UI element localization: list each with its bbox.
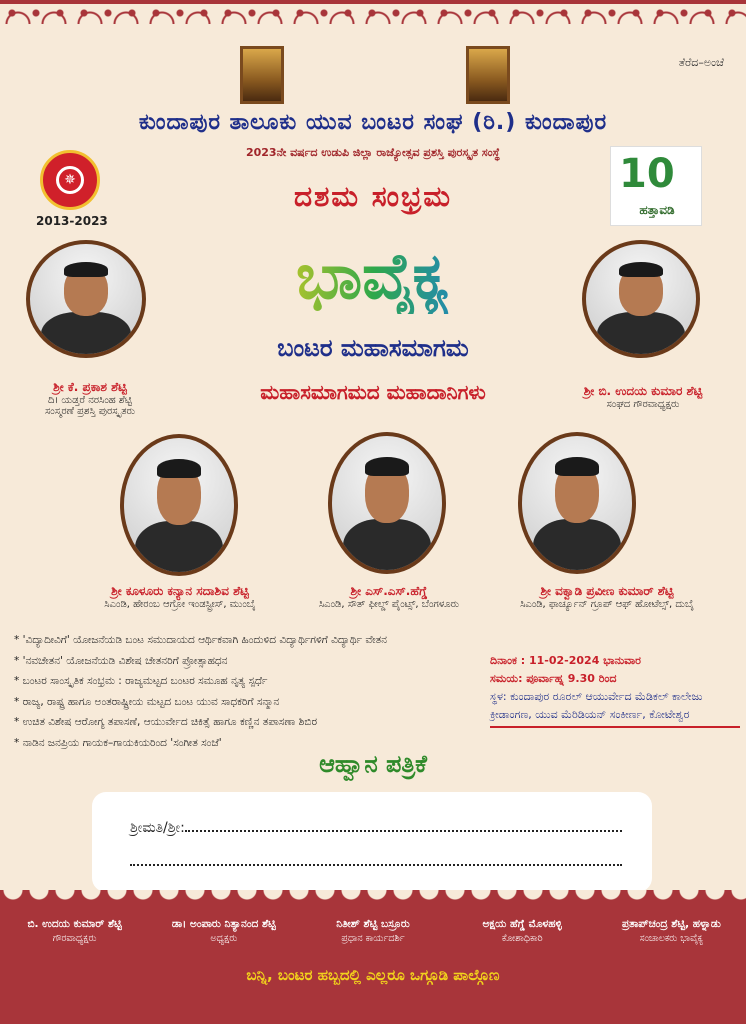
list-item: * ರಾಜ್ಯ, ರಾಷ್ಟ್ರ ಹಾಗೂ ಅಂತರಾಷ್ಟ್ರೀಯ ಮಟ್ಟದ ಬಂಟ ಯುವ ಸಾಧಕರಿಗೆ ಸನ್ಮಾನ	[14, 695, 280, 708]
deity-image-right	[466, 46, 510, 104]
event-info	[490, 652, 740, 730]
event-time: ಸಮಯ: ಪೂರ್ವಾಹ್ನ 9.30 ರಿಂದ	[490, 672, 617, 685]
event-venue: ಸ್ಥಳ: ಕುಂದಾಪುರ ರೂರಲ್ ಆಯುರ್ವೇದ ಮೆಡಿಕಲ್ ಕಾಲೇಜು	[490, 690, 703, 703]
person-detail: ಸಂಘದ ಗೌರವಾಧ್ಯಕ್ಷರು	[606, 399, 680, 410]
footer-decorative-border	[0, 890, 746, 916]
event-date: ದಿನಾಂಕ : 11-02-2024 ಭಾನುವಾರ	[490, 654, 641, 667]
person-name: ಶ್ರೀ ಬಿ. ಉದಯ ಕುಮಾರ ಶೆಟ್ಟಿ	[583, 384, 703, 398]
portrait-praveen-kumar-shetty	[518, 432, 636, 574]
event-title: ದಶಮ ಸಂಭ್ರಮ	[293, 180, 453, 213]
organization-title: ಕುಂದಾಪುರ ತಾಲೂಕು ಯುವ ಬಂಟರ ಸಂಘ (ರಿ.) ಕುಂದಾಪುರ	[138, 110, 608, 135]
committee-member: ಪ್ರತಾಪ್‌ಚಂದ್ರ ಶೆಟ್ಟಿ, ಹಳ್ನಾಡು ಸಂಚಾಲಕರು ಭಾವೈಕ್ಯ	[621, 918, 721, 944]
addressee-address-field[interactable]	[130, 862, 622, 866]
person-detail: ಸಿಎಂಡಿ, ಹೇರಂಬ ಆಗ್ರೋ ಇಂಡಸ್ಟ್ರೀಸ್, ಮುಂಬೈ	[104, 599, 256, 610]
portrait-sadashiva-shetty	[120, 434, 238, 576]
years-label: 2013-2023	[36, 214, 108, 228]
event-subtitle: ಬಂಟರ ಮಹಾಸಮಾಗಮ	[277, 334, 469, 362]
person-name: ಶ್ರೀ ಕೂಳೂರು ಕನ್ಯಾನ ಸದಾಶಿವ ಶೆಟ್ಟಿ	[111, 584, 249, 598]
person-name: ಶ್ರೀ ಕೆ. ಪ್ರಕಾಶ ಶೆಟ್ಟಿ	[53, 380, 127, 394]
footer-message: ಬನ್ನಿ, ಬಂಟರ ಹಬ್ಬದಲ್ಲಿ ಎಲ್ಲರೂ ಒಗ್ಗೂಡಿ ಪಾಲ್ಗೊಣ	[246, 966, 500, 984]
person-name: ಶ್ರೀ ಎಸ್.ಎಸ್.ಹೆಗ್ಡೆ	[350, 584, 428, 598]
committee-member: ಡಾ। ಅಂಪಾರು ನಿತ್ಯಾನಂದ ಶೆಟ್ಟಿ ಅಧ್ಯಕ್ಷರು	[171, 918, 276, 944]
portrait-prakash-shetty	[26, 240, 146, 358]
addressee-name-field[interactable]	[185, 820, 622, 832]
portrait-udaya-kumar-shetty	[582, 240, 700, 358]
list-item: * ನಾಡಿನ ಜನಪ್ರಿಯ ಗಾಯಕ–ಗಾಯಕಿಯರಿಂದ 'ಸಂಗೀತ ಸಂಜೆ'	[14, 736, 222, 749]
portrait-ss-hegde	[328, 432, 446, 574]
committee-member: ಬಿ. ಉದಯ ಕುಮಾರ್ ಶೆಟ್ಟಿ ಗೌರವಾಧ್ಯಕ್ಷರು	[27, 918, 122, 944]
top-decorative-border	[0, 0, 746, 44]
person-detail: ಸಂಸ್ಮರಣೆ ಪ್ರಶಸ್ತಿ ಪುರಸ್ಕೃತರು	[44, 406, 136, 417]
wheel-icon: ✵	[56, 166, 84, 194]
divider	[490, 726, 740, 728]
committee-member: ಅಕ್ಷಯ ಹೆಗ್ಡೆ ಮೊಳಹಳ್ಳಿ ಕೋಶಾಧಿಕಾರಿ	[482, 918, 562, 944]
addressee-card	[92, 792, 652, 892]
donors-heading: ಮಹಾಸಮಾಗಮದ ಮಹಾದಾನಿಗಳು	[260, 380, 486, 404]
invitation-title: ಆಹ್ವಾನ ಪತ್ರಿಕೆ	[319, 750, 427, 778]
program-list	[14, 630, 484, 753]
anniversary-number: 10	[619, 151, 675, 197]
person-detail: ದಿ। ಯಡ್ತರೆ ನರಸಿಂಹ ಶೆಟ್ಟಿ	[47, 395, 133, 406]
page-label: ತೆರೆದ–ಅಂಚೆ	[678, 56, 724, 69]
committee-list	[0, 918, 746, 944]
person-detail: ಸಿಎಂಡಿ, ಫಾರ್ಚ್ಯೂನ್ ಗ್ರೂಪ್ ಆಫ್ ಹೋಟೆಲ್ಸ್, ದುಬೈ	[520, 599, 694, 610]
list-item: * ಬಂಟರ ಸಾಂಸ್ಕೃತಿಕ ಸಂಭ್ರಮ : ರಾಜ್ಯಮಟ್ಟದ ಬಂಟರ ಸಮೂಹ ನೃತ್ಯ ಸ್ಪರ್ಧೆ	[14, 675, 268, 687]
list-item: * ಉಚಿತ ವಿಶೇಷ ಆರೋಗ್ಯ ತಪಾಸಣೆ, ಆಯುರ್ವೇದ ಚಿಕಿತ್ಸೆ ಹಾಗೂ ಕಣ್ಣಿನ ತಪಾಸಣಾ ಶಿಬಿರ	[14, 716, 317, 728]
anniversary-brand: ಹತ್ತಾವಡಿ	[639, 203, 675, 217]
deity-image-left	[240, 46, 284, 104]
event-venue: ಕ್ರೀಡಾಂಗಣ, ಯುವ ಮೆರಿಡಿಯನ್ ಸಂಕೀರ್ಣ, ಕೋಟೇಶ್ವರ	[490, 708, 690, 721]
main-title: ಭಾವೈಕ್ಯ	[0, 240, 746, 314]
list-item: * 'ನವಚೇತನ' ಯೋಜನೆಯಡಿ ವಿಶೇಷ ಚೇತನರಿಗೆ ಪ್ರೋತ್ಸಾಹಧನ	[14, 654, 228, 667]
award-line: 2023ನೇ ವರ್ಷದ ಉಡುಪಿ ಜಿಲ್ಲಾ ರಾಜ್ಯೋತ್ಸವ ಪ್ರಶಸ್ತಿ ಪುರಸ್ಕೃತ ಸಂಸ್ಥೆ	[245, 146, 501, 159]
list-item: * 'ವಿದ್ಯಾದೀವಿಗೆ' ಯೋಜನೆಯಡಿ ಬಂಟ ಸಮುದಾಯದ ಆರ್ಥಿಕವಾಗಿ ಹಿಂದುಳಿದ ವಿದ್ಯಾರ್ಥಿಗಳಿಗೆ ವಿದ್ಯಾರ್ಥಿ ವೇತನ	[14, 634, 387, 646]
person-name: ಶ್ರೀ ವಕ್ವಾಡಿ ಪ್ರವೀಣ ಕುಮಾರ್ ಶೆಟ್ಟಿ	[540, 584, 674, 598]
person-detail: ಸಿಎಂಡಿ, ಸೌತ್ ಫೀಲ್ಡ್ ಪೈಂಟ್ಸ್, ಬೆಂಗಳೂರು	[318, 599, 460, 610]
committee-member: ನಿತೀಶ್ ಶೆಟ್ಟಿ ಬಸ್ರೂರು ಪ್ರಧಾನ ಕಾರ್ಯದರ್ಶಿ	[336, 918, 410, 944]
addressee-label: ಶ್ರೀಮತಿ/ಶ್ರೀ:	[130, 820, 185, 836]
